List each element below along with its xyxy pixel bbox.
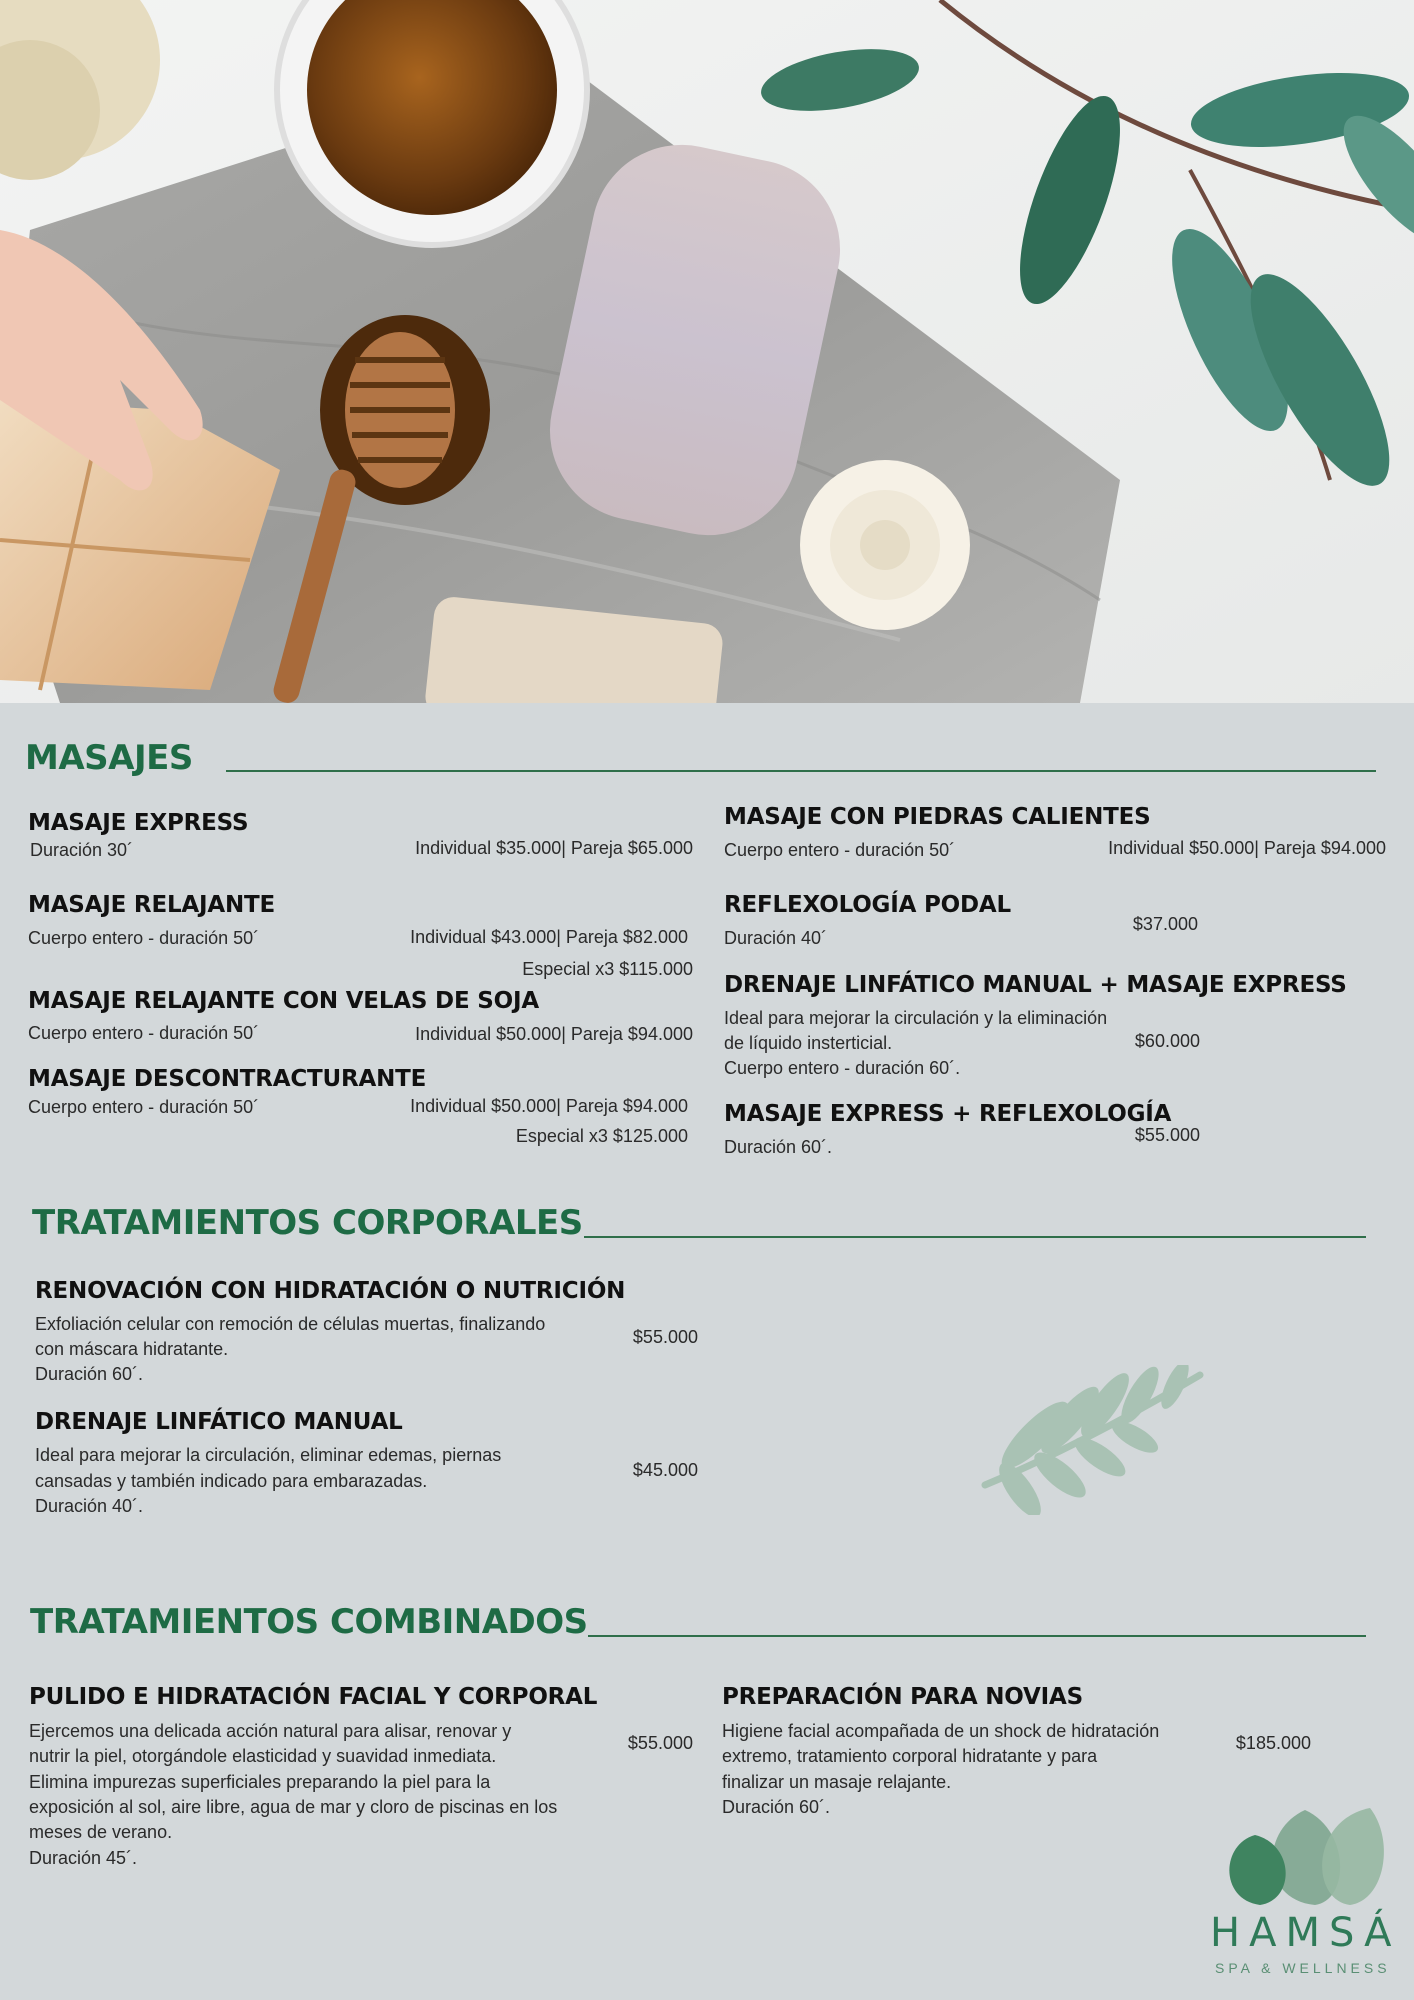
service-description: extremo, tratamiento corporal hidratante y para [722,1746,1098,1766]
section-divider [226,770,1376,772]
service-description: Exfoliación celular con remoción de células muertas, finalizando [35,1314,546,1334]
service-price: Individual $50.000| Pareja $94.000 [410,1096,688,1116]
service-name: MASAJE EXPRESS + REFLEXOLOGÍA [724,1101,1172,1127]
service-price: $55.000 [1134,1125,1200,1145]
service-name: MASAJE CON PIEDRAS CALIENTES [724,804,1151,830]
service-description: Higiene facial acompañada de un shock de hidratación [722,1721,1160,1741]
hero-image [0,0,1414,703]
brand-leaves-logo [1220,1800,1390,1910]
service-price: Individual $35.000| Pareja $65.000 [415,838,693,858]
brand-name: HAMSÁ [1210,1910,1401,1956]
service-name: PREPARACIÓN PARA NOVIAS [722,1684,1083,1710]
section-title-combinados: TRATAMIENTOS COMBINADOS [30,1602,588,1642]
service-detail: Duración 60´. [722,1797,831,1817]
service-detail: Cuerpo entero - duración 50´ [724,840,956,860]
service-price: Individual $50.000| Pareja $94.000 [415,1024,693,1044]
service-special-price: Especial x3 $115.000 [522,959,693,979]
service-description: cansadas y también indicado para embarazadas. [35,1471,428,1491]
service-description: exposición al sol, aire libre, agua de mar y cloro de piscinas en los [29,1797,558,1817]
service-name: MASAJE RELAJANTE CON VELAS DE SOJA [28,988,539,1014]
service-price: Individual $50.000| Pareja $94.000 [1108,838,1386,858]
service-description: Ideal para mejorar la circulación, eliminar edemas, piernas [35,1445,502,1465]
service-description: meses de verano. [29,1822,173,1842]
service-price: $55.000 [627,1733,693,1753]
spa-products-photo [0,0,1414,703]
service-price: Individual $43.000| Pareja $82.000 [410,927,688,947]
service-detail: Duración 40´ [724,928,828,948]
olive-branch-icon [975,1365,1205,1515]
service-detail: Duración 45´. [29,1848,138,1868]
service-price: $185.000 [1235,1733,1311,1753]
service-description: Ideal para mejorar la circulación y la eliminación [724,1008,1108,1028]
service-name: DRENAJE LINFÁTICO MANUAL [35,1409,403,1435]
service-price: $55.000 [632,1327,698,1347]
service-detail: Duración 40´. [35,1496,144,1516]
service-detail: Duración 60´. [724,1137,833,1157]
service-name: MASAJE EXPRESS [28,810,249,836]
section-title-masajes: MASAJES [25,738,193,778]
service-name: PULIDO E HIDRATACIÓN FACIAL Y CORPORAL [29,1684,598,1710]
brand-tagline: SPA & WELLNESS [1215,1960,1391,1976]
service-name: DRENAJE LINFÁTICO MANUAL + MASAJE EXPRESS [724,972,1347,998]
service-name: REFLEXOLOGÍA PODAL [724,892,1011,918]
service-special-price: Especial x3 $125.000 [515,1126,688,1146]
service-price: $45.000 [632,1460,698,1480]
service-name: MASAJE DESCONTRACTURANTE [28,1066,427,1092]
service-detail: Duración 60´. [35,1364,144,1384]
service-price: $37.000 [1132,914,1198,934]
section-title-corporales: TRATAMIENTOS CORPORALES [32,1203,583,1243]
section-divider [588,1635,1366,1637]
section-divider [584,1236,1366,1238]
service-name: RENOVACIÓN CON HIDRATACIÓN O NUTRICIÓN [35,1278,626,1304]
service-detail: Cuerpo entero - duración 50´ [28,928,260,948]
service-description: Ejercemos una delicada acción natural para alisar, renovar y [29,1721,512,1741]
service-description: Elimina impurezas superficiales preparando la piel para la [29,1772,491,1792]
service-detail: Cuerpo entero - duración 50´ [28,1097,260,1117]
service-price: $60.000 [1134,1031,1200,1051]
service-description: finalizar un masaje relajante. [722,1772,952,1792]
service-description: con máscara hidratante. [35,1339,229,1359]
service-detail: Duración 30´ [30,840,134,860]
service-description: de líquido insterticial. [724,1033,893,1053]
service-description: nutrir la piel, otorgándole elasticidad y suavidad inmediata. [29,1746,497,1766]
service-detail: Cuerpo entero - duración 50´ [28,1023,260,1043]
service-name: MASAJE RELAJANTE [28,892,276,918]
service-detail: Cuerpo entero - duración 60´. [724,1058,961,1078]
